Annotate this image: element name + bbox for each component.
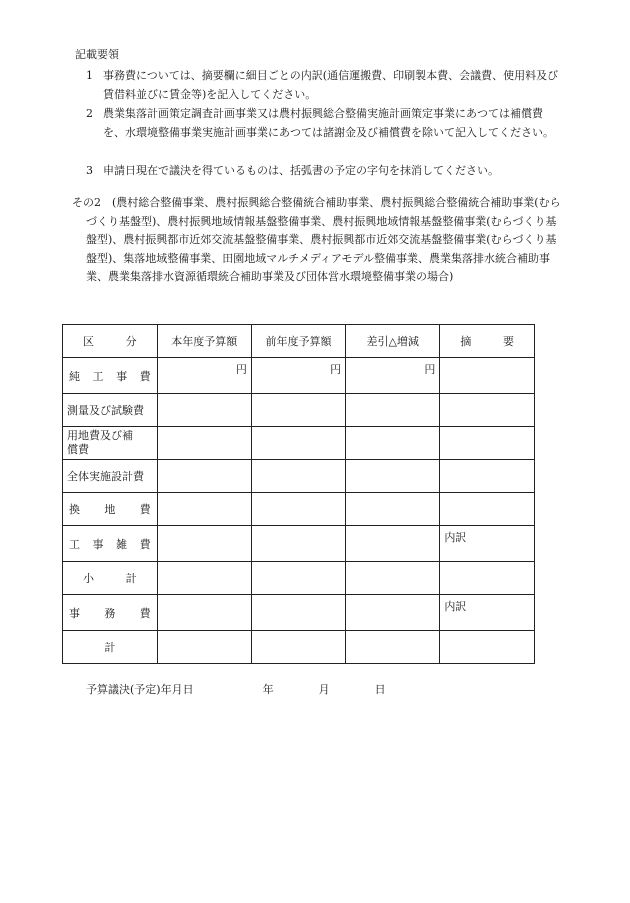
header-previous-budget: 前年度予算額 [251, 325, 345, 358]
header-category: 区 分 [63, 325, 158, 358]
table-row [63, 358, 535, 394]
table-row [63, 595, 535, 631]
remarks-cell [440, 562, 535, 595]
difference-cell [346, 562, 440, 595]
budget-table [62, 324, 535, 664]
resolution-date-label: 予算議決(予定)年月日 [86, 683, 194, 696]
previous-cell [251, 631, 345, 664]
note-3-text: 申請日現在で議決を得ているものは、括弧書の予定の字句を抹消してください。 [103, 164, 499, 177]
current-cell [157, 427, 251, 460]
remarks-cell [440, 631, 535, 664]
sono2-text: (農村総合整備事業、農村振興総合整備統合補助事業、農村振興総合整備統合補助事業(むらづくり基盤型)、農村振興地域情報基盤整備事業、農村振興地域情報基盤整備事業(むらづくり基盤型)、農村振興都市近郊交流基盤整備事業、農村振興都市近郊交流基盤整備事業(むらづくり基盤型)、集落地域整備事業、田園地域マルチメディアモデル整備事業、農業集落排水統合補助事業、農業集落排水資源循環統合補助事業及び団体営水環境整備事業の場合) [86, 196, 561, 283]
note-2-text: 農業集落計画策定調査計画事業又は農村振興総合整備実施計画策定事業にあつては補償費を、水環境整備事業実施計画事業にあつては諸謝金及び補償費を除いて記入してください。 [103, 107, 554, 139]
header-difference: 差引△増減 [346, 325, 440, 358]
difference-cell [346, 460, 440, 493]
row-label: 全体実施設計費 [63, 460, 158, 493]
previous-cell: 円 [251, 358, 345, 394]
remarks-cell [440, 493, 535, 526]
current-cell: 円 [157, 358, 251, 394]
current-cell [157, 460, 251, 493]
difference-cell [346, 493, 440, 526]
resolution-date [86, 681, 386, 697]
previous-cell [251, 394, 345, 427]
row-label: 測量及び試験費 [63, 394, 158, 427]
difference-cell [346, 427, 440, 460]
current-cell [157, 493, 251, 526]
header-current-budget: 本年度予算額 [157, 325, 251, 358]
table-row [63, 562, 535, 595]
previous-cell [251, 526, 345, 562]
date-year: 年 [262, 683, 274, 696]
difference-cell [346, 394, 440, 427]
row-label: 小 計 [63, 562, 158, 595]
previous-cell [251, 460, 345, 493]
note-1-number: 1 [86, 69, 93, 82]
section-sono2 [72, 194, 566, 287]
row-label: 事 務 費 [63, 595, 158, 631]
note-1 [86, 66, 564, 104]
current-cell [157, 631, 251, 664]
current-cell [157, 562, 251, 595]
remarks-breakdown: 内訳 [440, 595, 535, 631]
difference-cell [346, 595, 440, 631]
remarks-cell [440, 358, 535, 394]
remarks-cell [440, 427, 535, 460]
table-row [63, 631, 535, 664]
current-cell [157, 595, 251, 631]
table-row [63, 394, 535, 427]
difference-cell [346, 526, 440, 562]
section-heading: 記載要領 [75, 48, 119, 61]
remarks-cell [440, 394, 535, 427]
remarks-breakdown: 内訳 [440, 526, 535, 562]
date-month: 月 [318, 683, 330, 696]
row-label: 計 [63, 631, 158, 664]
note-2 [86, 104, 564, 142]
sono2-label: その2 [72, 196, 101, 209]
header-remarks: 摘 要 [440, 325, 535, 358]
previous-cell [251, 595, 345, 631]
date-day: 日 [374, 683, 386, 696]
previous-cell [251, 562, 345, 595]
difference-cell [346, 631, 440, 664]
table-row [63, 460, 535, 493]
row-label: 用地費及び補 償費 [63, 427, 158, 460]
table-row [63, 493, 535, 526]
previous-cell [251, 493, 345, 526]
current-cell [157, 526, 251, 562]
previous-cell [251, 427, 345, 460]
table-row [63, 427, 535, 460]
note-3-number: 3 [86, 164, 93, 177]
note-1-text: 事務費については、摘要欄に細目ごとの内訳(通信運搬費、印刷製本費、会議費、使用料及び賃借料並びに賃金等)を記入してください。 [103, 69, 559, 101]
difference-cell: 円 [346, 358, 440, 394]
remarks-cell [440, 460, 535, 493]
table-row [63, 526, 535, 562]
table-header-row [63, 325, 535, 358]
note-2-number: 2 [86, 107, 93, 120]
row-label: 純 工 事 費 [63, 358, 158, 394]
current-cell [157, 394, 251, 427]
row-label: 換 地 費 [63, 493, 158, 526]
note-3 [86, 161, 564, 180]
row-label: 工 事 雑 費 [63, 526, 158, 562]
